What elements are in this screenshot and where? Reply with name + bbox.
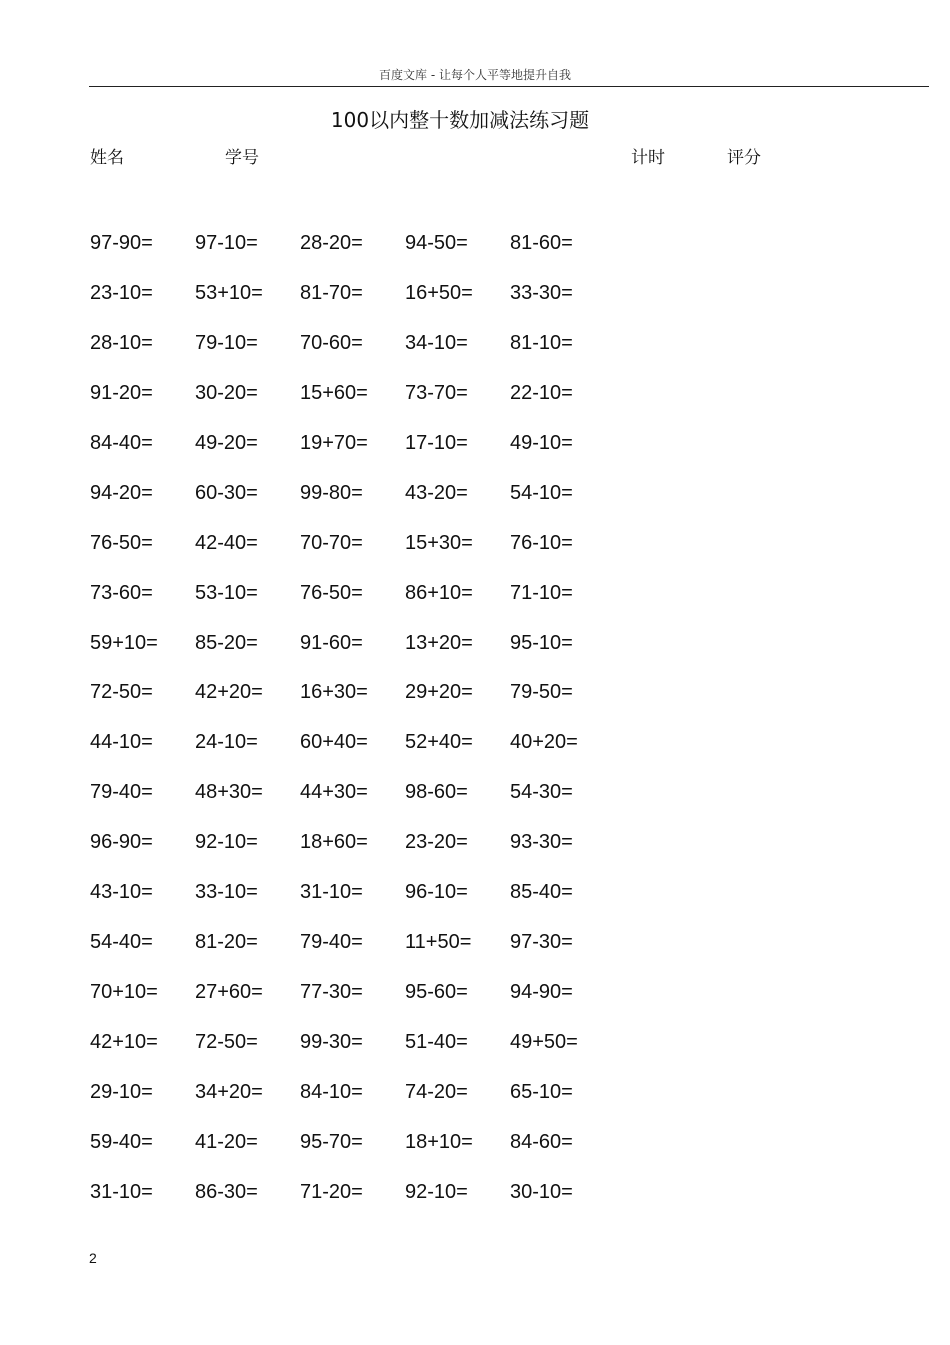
problem-item: 81-20= [195, 931, 258, 954]
problem-item: 79-50= [510, 681, 573, 704]
problem-item: 54-40= [90, 931, 153, 954]
problem-item: 42-40= [195, 531, 258, 554]
problem-item: 51-40= [405, 1031, 468, 1053]
problem-item: 84-10= [300, 1080, 363, 1103]
problem-item: 41-20= [195, 1130, 258, 1153]
problem-item: 40+20= [510, 731, 578, 754]
problem-item: 48+30= [195, 781, 263, 804]
problem-item: 49+50= [510, 1031, 578, 1053]
problem-item: 18+10= [405, 1130, 473, 1153]
problem-item: 31-10= [90, 1180, 153, 1203]
problem-item: 70-70= [300, 531, 363, 554]
problem-item: 94-90= [510, 981, 573, 1004]
problem-item: 84-40= [90, 431, 153, 454]
problem-item: 30-20= [195, 381, 258, 404]
problem-item: 97-30= [510, 931, 573, 954]
problem-item: 91-60= [300, 631, 363, 654]
page-number: 2 [89, 1250, 97, 1266]
problem-item: 19+70= [300, 431, 368, 454]
score-field-label: 评分 [727, 148, 761, 168]
problem-item: 76-50= [300, 581, 363, 604]
problem-item: 76-10= [510, 531, 573, 554]
problem-item: 70-60= [300, 331, 363, 354]
problem-item: 92-10= [195, 831, 258, 854]
problem-item: 23-10= [90, 281, 153, 304]
problem-item: 92-10= [405, 1180, 468, 1203]
problem-item: 28-20= [300, 232, 363, 254]
problem-item: 34-10= [405, 331, 468, 354]
problem-item: 93-30= [510, 831, 573, 854]
problem-item: 53-10= [195, 581, 258, 604]
problem-item: 15+30= [405, 531, 473, 554]
problem-item: 52+40= [405, 731, 473, 754]
problem-item: 76-50= [90, 531, 153, 554]
problem-item: 43-10= [90, 881, 153, 904]
problem-item: 65-10= [510, 1080, 573, 1103]
problem-item: 28-10= [90, 331, 153, 354]
problem-item: 11+50= [405, 931, 472, 954]
problem-item: 59-40= [90, 1130, 153, 1153]
problem-item: 85-40= [510, 881, 573, 904]
problem-item: 81-10= [510, 331, 573, 354]
problem-item: 99-30= [300, 1031, 363, 1053]
problem-item: 70+10= [90, 981, 158, 1004]
problem-item: 79-10= [195, 331, 258, 354]
problem-item: 44-10= [90, 731, 153, 754]
problem-item: 95-10= [510, 631, 573, 654]
problem-item: 15+60= [300, 381, 368, 404]
problem-item: 42+10= [90, 1031, 158, 1053]
problem-item: 86+10= [405, 581, 473, 604]
problem-item: 33-30= [510, 281, 573, 304]
problem-item: 77-30= [300, 981, 363, 1004]
problem-item: 71-20= [300, 1180, 363, 1203]
problem-item: 97-10= [195, 232, 258, 254]
problem-item: 23-20= [405, 831, 468, 854]
problem-item: 54-10= [510, 481, 573, 504]
problem-item: 86-30= [195, 1180, 258, 1203]
problem-item: 54-30= [510, 781, 573, 804]
problem-item: 59+10= [90, 631, 158, 654]
problem-item: 99-80= [300, 481, 363, 504]
problem-item: 95-70= [300, 1130, 363, 1153]
problem-item: 96-90= [90, 831, 153, 854]
problem-item: 94-20= [90, 481, 153, 504]
problem-item: 42+20= [195, 681, 263, 704]
problem-item: 49-20= [195, 431, 258, 454]
header-rule [89, 86, 929, 87]
problem-item: 22-10= [510, 381, 573, 404]
problem-item: 34+20= [195, 1080, 263, 1103]
student-id-field-label: 学号 [225, 148, 259, 168]
name-field-label: 姓名 [90, 148, 124, 168]
problem-item: 94-50= [405, 232, 468, 254]
problem-item: 85-20= [195, 631, 258, 654]
problem-item: 53+10= [195, 281, 263, 304]
timer-field-label: 计时 [631, 148, 665, 168]
worksheet-title: 100以内整十数加减法练习题 [330, 108, 590, 132]
problem-item: 97-90= [90, 232, 153, 254]
problem-item: 81-70= [300, 281, 363, 304]
problem-item: 33-10= [195, 881, 258, 904]
problem-item: 16+30= [300, 681, 368, 704]
problem-item: 60-30= [195, 481, 258, 504]
problem-item: 72-50= [195, 1031, 258, 1053]
problem-item: 16+50= [405, 281, 473, 304]
problem-item: 43-20= [405, 481, 468, 504]
problem-item: 79-40= [300, 931, 363, 954]
problem-item: 95-60= [405, 981, 468, 1004]
problem-item: 84-60= [510, 1130, 573, 1153]
page-header: 百度文库 - 让每个人平等地提升自我 [379, 68, 571, 82]
problem-item: 81-60= [510, 232, 573, 254]
problem-item: 44+30= [300, 781, 368, 804]
problem-item: 98-60= [405, 781, 468, 804]
problem-item: 13+20= [405, 631, 473, 654]
problem-item: 74-20= [405, 1080, 468, 1103]
problem-item: 18+60= [300, 831, 368, 854]
problem-item: 73-60= [90, 581, 153, 604]
problem-item: 60+40= [300, 731, 368, 754]
problem-item: 91-20= [90, 381, 153, 404]
problem-item: 24-10= [195, 731, 258, 754]
problem-item: 30-10= [510, 1180, 573, 1203]
problem-item: 49-10= [510, 431, 573, 454]
problem-item: 71-10= [510, 581, 573, 604]
problem-item: 31-10= [300, 881, 363, 904]
problem-item: 96-10= [405, 881, 468, 904]
problem-item: 29+20= [405, 681, 473, 704]
problem-item: 17-10= [405, 431, 468, 454]
problem-item: 29-10= [90, 1080, 153, 1103]
problem-item: 73-70= [405, 381, 468, 404]
problem-item: 72-50= [90, 681, 153, 704]
problem-item: 79-40= [90, 781, 153, 804]
problem-item: 27+60= [195, 981, 263, 1004]
